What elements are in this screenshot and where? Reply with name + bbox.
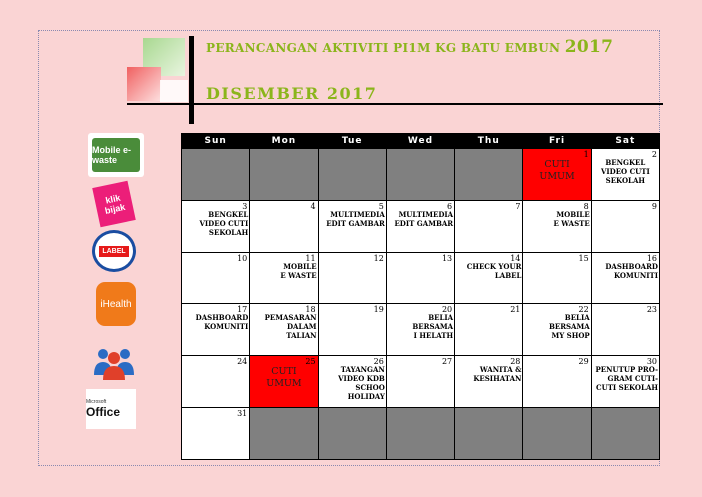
calendar-day-cell xyxy=(591,200,659,252)
calendar-week-row xyxy=(182,149,660,201)
day-number: 3 xyxy=(242,201,248,211)
calendar-empty-cell xyxy=(591,408,659,460)
calendar-day-cell xyxy=(182,252,250,304)
event-label: TAYANGAN VIDEO KDB SCHOO HOLIDAY xyxy=(338,365,385,402)
calendar-empty-cell xyxy=(318,408,386,460)
day-number: 4 xyxy=(310,201,316,211)
calendar-day-cell xyxy=(386,200,454,252)
page-title-year: 2017 xyxy=(564,37,614,57)
calendar-day-cell xyxy=(386,356,454,408)
day-number: 24 xyxy=(237,357,248,367)
weekday-header: Mon xyxy=(250,134,318,149)
calendar-day-cell xyxy=(455,356,523,408)
day-number: 6 xyxy=(447,201,453,211)
calendar-day-cell xyxy=(591,304,659,356)
day-number: 8 xyxy=(583,201,589,211)
calendar-day-cell xyxy=(386,252,454,304)
calendar-day-cell xyxy=(318,356,386,408)
calendar-day-cell xyxy=(182,408,250,460)
event-label: DASHBOARD KOMUNITI xyxy=(605,261,658,280)
weekday-header: Sun xyxy=(182,134,250,149)
day-number: 26 xyxy=(373,357,384,367)
event-label: PEMASARAN DALAM TALIAN xyxy=(264,313,317,341)
day-number: 19 xyxy=(373,305,384,315)
calendar-day-cell xyxy=(591,149,659,201)
day-number: 2 xyxy=(651,150,657,159)
office-logo-text: Office xyxy=(86,405,121,419)
day-number: 16 xyxy=(646,253,657,263)
day-number: 17 xyxy=(237,305,248,315)
calendar-week-row xyxy=(182,200,660,252)
day-number: 31 xyxy=(237,409,248,419)
day-number: 11 xyxy=(305,253,316,263)
decor-white-square xyxy=(160,80,188,102)
calendar-day-cell xyxy=(182,200,250,252)
ihealth-logo: iHealth xyxy=(96,282,136,326)
day-number: 27 xyxy=(441,357,453,367)
weekday-header: Thu xyxy=(455,134,523,149)
calendar-day-cell xyxy=(386,304,454,356)
calendar-day-cell xyxy=(455,200,523,252)
calendar-day-cell xyxy=(523,304,591,356)
calendar-empty-cell xyxy=(386,408,454,460)
weekday-header: Tue xyxy=(318,134,386,149)
event-label: MULTIMEDIA EDIT GAMBAR xyxy=(394,209,454,228)
event-label: BENGKEL VIDEO CUTI SEKOLAH xyxy=(199,209,249,237)
calendar-day-cell xyxy=(318,200,386,252)
calendar-week-row xyxy=(182,252,660,304)
calendar-day-cell xyxy=(318,252,386,304)
community-people-icon xyxy=(91,345,137,381)
calendar-day-cell xyxy=(250,304,318,356)
event-label: DASHBOARD KOMUNITI xyxy=(195,313,249,332)
decor-red-square xyxy=(127,67,161,101)
day-number: 7 xyxy=(515,201,521,211)
calendar-day-cell xyxy=(523,252,591,304)
day-number: 20 xyxy=(441,305,453,315)
calendar-day-cell xyxy=(455,252,523,304)
day-number: 25 xyxy=(305,357,316,367)
day-number: 14 xyxy=(510,253,521,263)
mobile-ewaste-logo xyxy=(88,133,144,177)
check-your-label-logo xyxy=(92,230,136,272)
calendar-grid xyxy=(181,133,660,460)
day-number: 29 xyxy=(578,357,589,367)
day-number: 10 xyxy=(237,253,248,263)
event-label: BELIA BERSAMA I HELATH xyxy=(412,313,454,341)
month-title: DISEMBER 2017 xyxy=(206,84,378,103)
holiday-label: CUTI UMUM xyxy=(539,159,575,182)
mobile-ewaste-logo-text: Mobile e-waste xyxy=(92,138,140,172)
page-title xyxy=(206,37,613,57)
day-number: 15 xyxy=(578,253,589,263)
holiday-label: CUTI UMUM xyxy=(266,366,302,390)
day-number: 21 xyxy=(510,305,521,315)
event-label: CHECK YOUR LABEL xyxy=(466,261,522,280)
calendar-day-cell xyxy=(591,252,659,304)
calendar-week-row xyxy=(182,356,660,408)
calendar-day-cell xyxy=(523,200,591,252)
day-number: 5 xyxy=(378,201,384,211)
event-label: BELIA BERSAMA MY SHOP xyxy=(548,313,590,341)
calendar-empty-cell xyxy=(318,149,386,201)
calendar-empty-cell xyxy=(386,149,454,201)
calendar-day-cell xyxy=(182,304,250,356)
calendar-empty-cell xyxy=(455,408,523,460)
day-number: 9 xyxy=(651,201,657,211)
calendar-day-cell xyxy=(523,356,591,408)
day-number: 13 xyxy=(441,253,453,263)
calendar-day-cell xyxy=(182,356,250,408)
day-number: 23 xyxy=(646,305,657,315)
calendar-week-row xyxy=(182,408,660,460)
calendar-body xyxy=(182,149,660,460)
day-number: 30 xyxy=(646,357,657,367)
calendar-empty-cell xyxy=(182,149,250,201)
day-number: 28 xyxy=(510,357,521,367)
day-number: 18 xyxy=(305,305,316,315)
day-number: 22 xyxy=(578,305,589,315)
calendar-empty-cell xyxy=(250,408,318,460)
page-title-text: PERANCANGAN AKTIVITI PI1M KG BATU EMBUN xyxy=(206,41,561,55)
day-number: 1 xyxy=(583,150,589,159)
decor-vertical-bar xyxy=(189,36,194,124)
calendar-day-cell xyxy=(523,149,591,201)
klik-bijak-logo: klik bijak xyxy=(92,181,136,228)
calendar-day-cell xyxy=(250,356,318,408)
event-label: PENUTUP PRO- GRAM CUTI- CUTI SEKOLAH xyxy=(595,365,658,393)
calendar-day-cell xyxy=(455,304,523,356)
event-label: WANITA & KESIHATAN xyxy=(473,365,522,384)
weekday-header-row xyxy=(182,134,660,149)
day-number: 12 xyxy=(373,253,384,263)
event-label: MOBILE E WASTE xyxy=(553,209,590,228)
weekday-header: Fri xyxy=(523,134,591,149)
header-divider xyxy=(127,103,663,105)
calendar-empty-cell xyxy=(250,149,318,201)
event-label: BENGKEL VIDEO CUTI SEKOLAH xyxy=(600,158,650,185)
calendar-day-cell xyxy=(591,356,659,408)
calendar-day-cell xyxy=(250,252,318,304)
weekday-header: Wed xyxy=(386,134,454,149)
label-logo-text: LABEL xyxy=(99,246,128,257)
office-logo-brand: Microsoft xyxy=(86,399,107,405)
calendar-day-cell xyxy=(250,200,318,252)
calendar-empty-cell xyxy=(523,408,591,460)
calendar-week-row xyxy=(182,304,660,356)
event-label: MOBILE E WASTE xyxy=(280,261,317,280)
microsoft-office-logo xyxy=(86,389,136,429)
weekday-header: Sat xyxy=(591,134,659,149)
calendar-day-cell xyxy=(318,304,386,356)
calendar-empty-cell xyxy=(455,149,523,201)
event-label: MULTIMEDIA EDIT GAMBAR xyxy=(326,209,385,228)
